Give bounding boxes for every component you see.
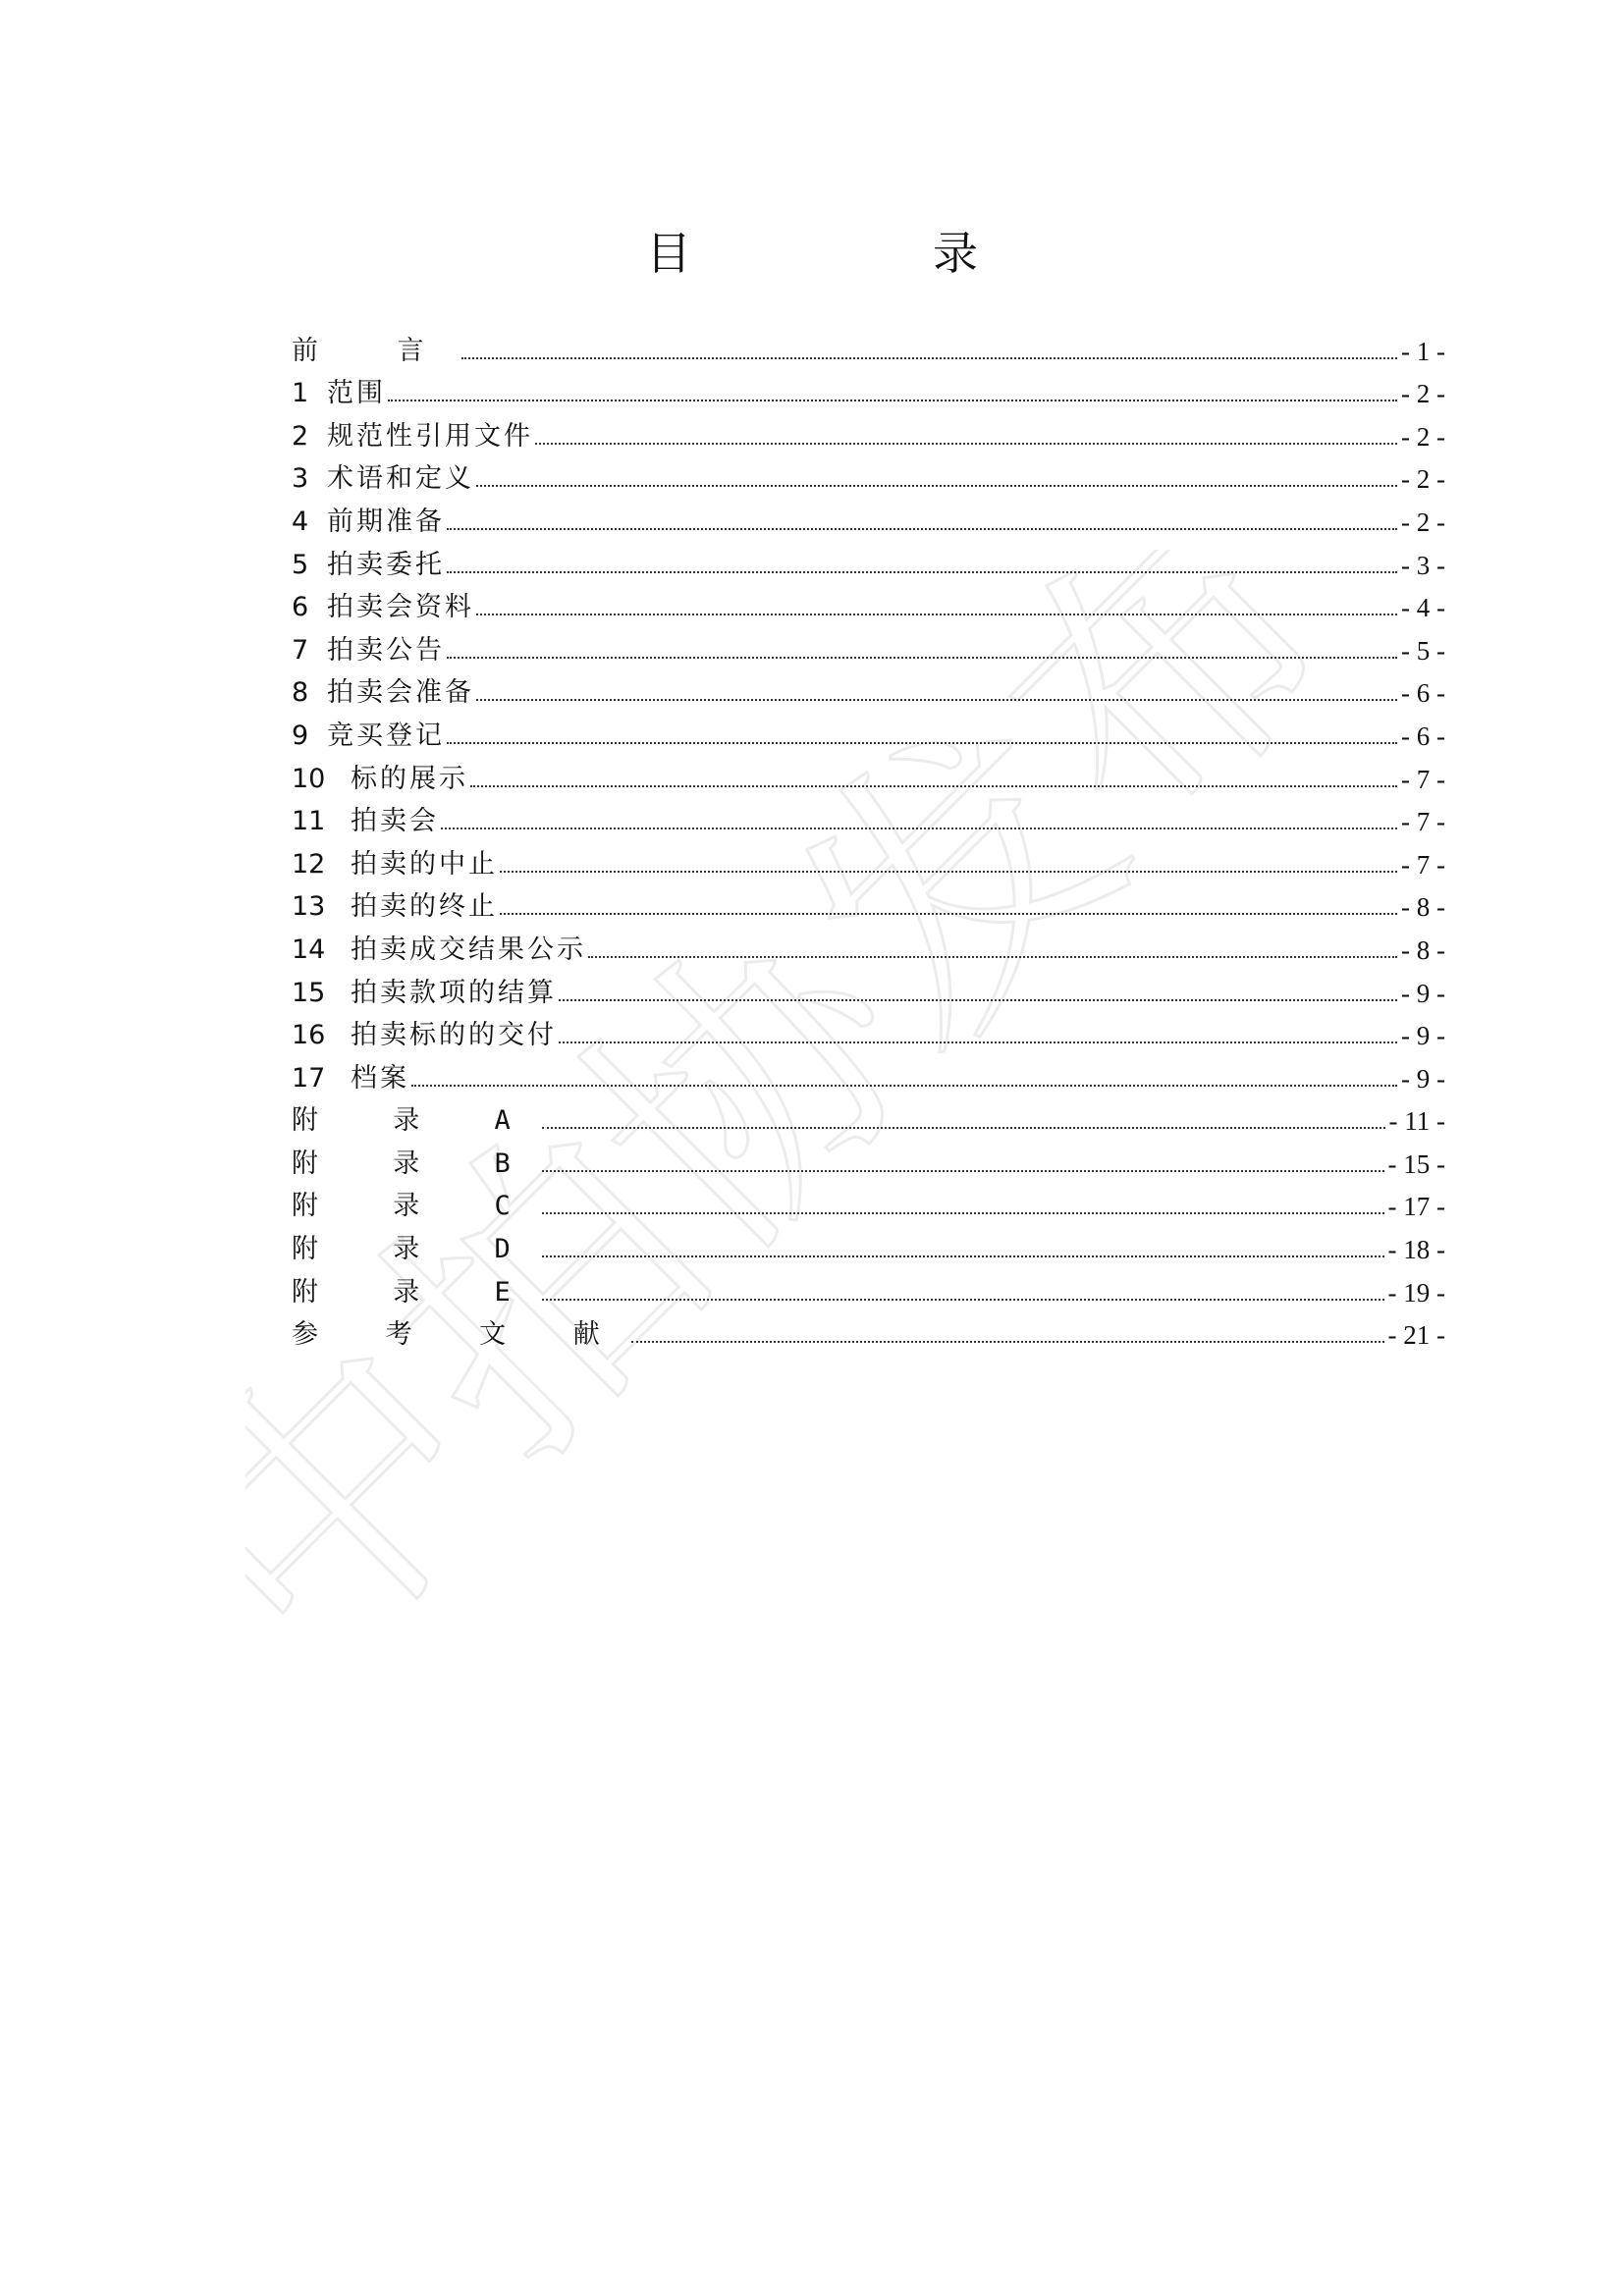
toc-dot-leader [476, 699, 1397, 701]
toc-entry-label: 拍卖公告 [327, 634, 445, 666]
toc-dot-leader [447, 571, 1397, 573]
toc-entry-number: 15 [292, 977, 326, 1008]
toc-entry-page: - 7 - [1401, 807, 1445, 837]
toc-entry-number: 1 [292, 378, 309, 409]
toc-entry[interactable] [292, 838, 1445, 881]
toc-entry[interactable] [292, 1138, 1445, 1181]
toc-entry-label: 前期准备 [327, 506, 445, 537]
toc-dot-leader [559, 1041, 1397, 1043]
toc-entry-label: 术语和定义 [327, 463, 474, 495]
toc-entry-page: - 2 - [1401, 379, 1445, 409]
toc-entry-page: - 8 - [1401, 892, 1445, 923]
toc-entry-page: - 19 - [1387, 1277, 1445, 1308]
toc-entry-label: 范围 [327, 378, 386, 409]
toc-entry-page: - 11 - [1388, 1106, 1445, 1137]
toc-dot-leader [542, 1255, 1384, 1257]
toc-entry-number: 7 [292, 634, 309, 666]
toc-entry[interactable] [292, 1309, 1445, 1353]
toc-entry-page: - 9 - [1401, 1021, 1445, 1051]
toc-entry-number: 4 [292, 506, 309, 537]
toc-entry-number: 13 [292, 891, 326, 923]
toc-entry-number: 9 [292, 720, 309, 751]
toc-entry[interactable] [292, 710, 1445, 753]
toc-entry[interactable] [292, 1181, 1445, 1224]
toc-dot-leader [542, 1212, 1384, 1214]
toc-entry-page: - 6 - [1401, 678, 1445, 709]
toc-entry-label: 标的展示 [351, 763, 468, 794]
toc-entry-page: - 1 - [1401, 336, 1445, 366]
toc-entry-label: 拍卖委托 [327, 549, 445, 580]
toc-entry-label: 附 录 E [292, 1276, 540, 1308]
toc-entry-page: - 21 - [1387, 1320, 1445, 1351]
toc-entry[interactable] [292, 368, 1445, 411]
toc-entry-page: - 2 - [1401, 507, 1445, 537]
toc-entry-page: - 3 - [1401, 550, 1445, 580]
toc-entry[interactable] [292, 539, 1445, 582]
toc-dot-leader [559, 999, 1397, 1001]
toc-entry[interactable] [292, 924, 1445, 967]
toc-entry[interactable] [292, 325, 1445, 368]
toc-entry-page: - 18 - [1387, 1235, 1445, 1265]
toc-entry-label: 附 录 C [292, 1191, 540, 1222]
toc-entry-page: - 6 - [1401, 721, 1445, 751]
toc-entry-page: - 2 - [1401, 421, 1445, 452]
toc-entry-page: - 5 - [1401, 635, 1445, 666]
toc-dot-leader [500, 913, 1397, 915]
toc-entry-page: - 8 - [1401, 934, 1445, 965]
toc-dot-leader [447, 528, 1397, 530]
toc-entry[interactable] [292, 1095, 1445, 1139]
toc-entry[interactable] [292, 881, 1445, 925]
toc-entry-label: 规范性引用文件 [327, 420, 533, 452]
toc-dot-leader [535, 443, 1397, 445]
toc-entry-number: 6 [292, 592, 309, 623]
toc-entry[interactable] [292, 967, 1445, 1010]
toc-dot-leader [542, 1299, 1384, 1301]
toc-entry[interactable] [292, 582, 1445, 625]
toc-entry-label: 前 言 [292, 335, 460, 366]
toc-entry-page: - 15 - [1387, 1148, 1445, 1179]
toc-entry[interactable] [292, 753, 1445, 796]
toc-entry-number: 5 [292, 549, 309, 580]
toc-entry-label: 拍卖会资料 [327, 592, 474, 623]
toc-entry[interactable] [292, 410, 1445, 454]
toc-entry-number: 2 [292, 420, 309, 452]
toc-dot-leader [461, 357, 1397, 359]
watermark-text: 中拍协发布 [245, 550, 1375, 1729]
toc-entry[interactable] [292, 667, 1445, 711]
toc-dot-leader [447, 657, 1397, 659]
toc-dot-leader [447, 742, 1397, 744]
toc-entry-number: 14 [292, 934, 326, 965]
toc-entry-label: 附 录 D [292, 1234, 540, 1265]
toc-entry[interactable] [292, 1223, 1445, 1266]
toc-dot-leader [470, 785, 1397, 787]
toc-dot-leader [476, 614, 1397, 615]
toc-entry-label: 参 考 文 献 [292, 1319, 629, 1351]
toc-entry-page: - 7 - [1401, 849, 1445, 880]
toc-dot-leader [476, 485, 1397, 487]
toc-entry-label: 附 录 B [292, 1148, 540, 1179]
toc-dot-leader [631, 1341, 1384, 1343]
toc-entry[interactable] [292, 1010, 1445, 1053]
toc-entry-page: - 17 - [1387, 1192, 1445, 1222]
toc-entry-label: 附 录 A [292, 1105, 540, 1137]
toc-dot-leader [588, 956, 1397, 958]
toc-entry-page: - 2 - [1401, 464, 1445, 495]
toc-entry-number: 3 [292, 463, 309, 495]
toc-entry-number: 12 [292, 848, 326, 880]
toc-entry-number: 10 [292, 763, 326, 794]
toc-dot-leader [411, 1085, 1397, 1087]
toc-dot-leader [500, 871, 1397, 873]
toc-dot-leader [388, 400, 1397, 401]
toc-entry-number: 17 [292, 1062, 326, 1094]
toc-entry[interactable] [292, 454, 1445, 497]
page-title: 目 录 [646, 227, 1076, 280]
toc-entry[interactable] [292, 1266, 1445, 1309]
toc-entry-label: 拍卖成交结果公示 [351, 934, 586, 965]
toc-entry-page: - 4 - [1401, 593, 1445, 623]
toc-entry-label: 拍卖款项的结算 [351, 977, 557, 1008]
toc-entry-number: 11 [292, 806, 326, 837]
toc-entry[interactable] [292, 796, 1445, 839]
toc-entry[interactable] [292, 1052, 1445, 1095]
toc-entry[interactable] [292, 496, 1445, 539]
toc-entry-number: 8 [292, 677, 309, 709]
toc-entry-label: 拍卖会准备 [327, 677, 474, 709]
toc-entry-label: 拍卖标的的交付 [351, 1020, 557, 1051]
table-of-contents [292, 325, 1445, 1352]
toc-entry-label: 拍卖的中止 [351, 848, 498, 880]
toc-entry-page: - 9 - [1401, 1063, 1445, 1094]
toc-entry[interactable] [292, 624, 1445, 667]
toc-entry-label: 拍卖会 [351, 806, 439, 837]
toc-entry-number: 16 [292, 1020, 326, 1051]
toc-entry-page: - 9 - [1401, 978, 1445, 1008]
toc-entry-label: 档案 [351, 1062, 409, 1094]
toc-dot-leader [441, 828, 1397, 829]
toc-entry-label: 竞买登记 [327, 720, 445, 751]
toc-entry-page: - 7 - [1401, 764, 1445, 794]
toc-dot-leader [542, 1170, 1384, 1172]
toc-entry-label: 拍卖的终止 [351, 891, 498, 923]
toc-dot-leader [542, 1127, 1385, 1129]
